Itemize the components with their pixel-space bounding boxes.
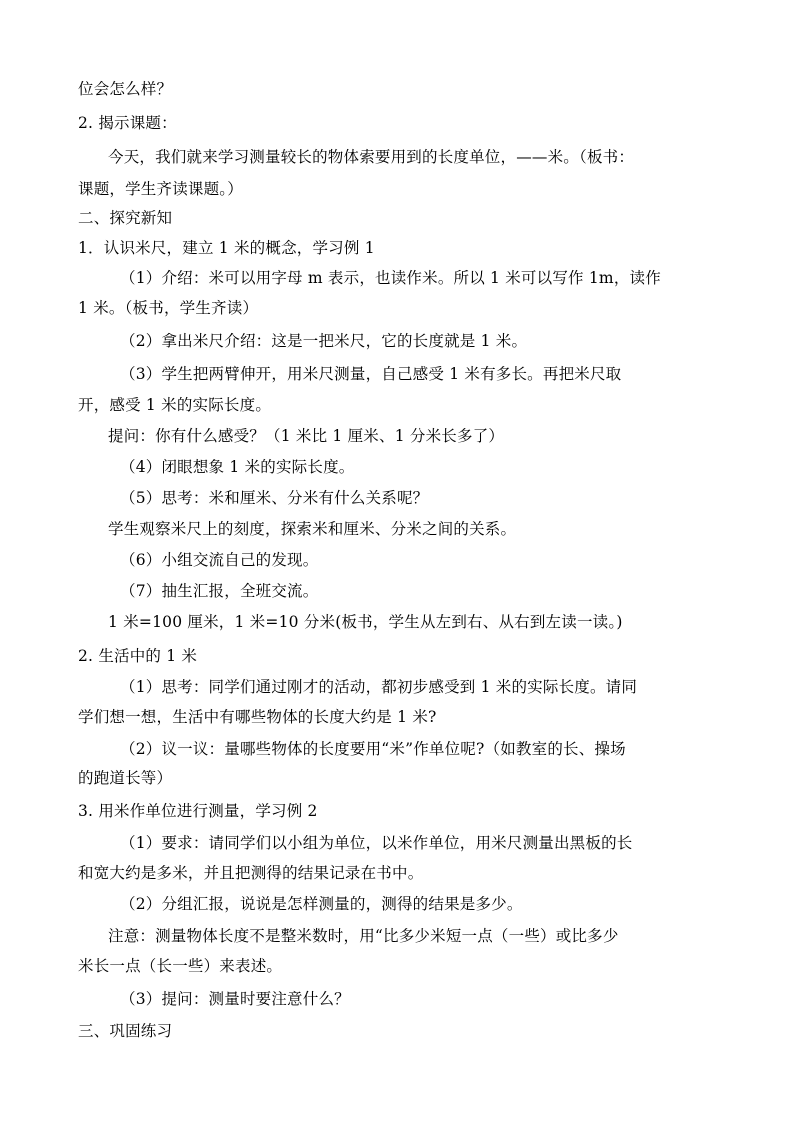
text-line: （1）介绍：米可以用字母 m 表示，也读作米。所以 1 米可以写作 1m，读作 <box>120 269 661 287</box>
text-line: （2）议一议：量哪些物体的长度要用“米”作单位呢?（如教室的长、操场 <box>120 740 626 758</box>
text-line: （5）思考：米和厘米、分米有什么关系呢？ <box>120 489 429 507</box>
text-line: （1）思考：同学们通过刚才的活动，都初步感受到 1 米的实际长度。请同 <box>120 678 638 696</box>
text-line: 1 米=100 厘米，1 米=10 分米(板书，学生从左到右、从右到左读一读。) <box>108 613 623 631</box>
text-line: 开，感受 1 米的实际长度。 <box>78 396 272 414</box>
section-heading: 三、巩固练习 <box>78 1022 173 1040</box>
text-line: 位会怎么样？ <box>78 80 173 98</box>
text-line: （2）拿出米尺介绍：这是一把米尺，它的长度就是 1 米。 <box>120 332 528 350</box>
text-line: 米长一点（长一些）来表述。 <box>78 957 283 975</box>
text-line: 1 米。（板书，学生齐读） <box>78 299 259 317</box>
text-line: （6）小组交流自己的发现。 <box>120 551 319 569</box>
text-line: 学们想一想，生活中有哪些物体的长度大约是 1 米? <box>78 708 437 726</box>
text-line: （7）抽生汇报，全班交流。 <box>120 582 319 600</box>
section-heading: 2. 生活中的 1 米 <box>78 647 198 665</box>
text-line: （2）分组汇报，说说是怎样测量的，测得的结果是多少。 <box>120 895 523 913</box>
text-line: 和宽大约是多米，并且把测得的结果记录在书中。 <box>78 864 424 882</box>
text-line: 的跑道长等） <box>78 769 173 787</box>
text-line: （4）闭眼想象 1 米的实际长度。 <box>120 458 355 476</box>
section-heading: 二、探究新知 <box>78 209 173 227</box>
text-line: 注意：测量物体长度不是整米数时，用“比多少米短一点（一些）或比多少 <box>108 927 619 945</box>
text-line: 学生观察米尺上的刻度，探索米和厘米、分米之间的关系。 <box>108 520 517 538</box>
text-line: 提问：你有什么感受？（1 米比 1 厘米、1 分米长多了） <box>108 427 505 445</box>
text-line: （1）要求：请同学们以小组为单位，以米作单位，用米尺测量出黑板的长 <box>120 834 633 852</box>
text-line: （3）提问：测量时要注意什么？ <box>120 990 350 1008</box>
section-heading: 2. 揭示课题： <box>78 114 177 132</box>
section-heading: 3. 用米作单位进行测量，学习例 2 <box>78 802 318 820</box>
text-line: 今天，我们就来学习测量较长的物体索要用到的长度单位，——米。（板书： <box>108 148 635 166</box>
section-heading: 1．认识米尺，建立 1 米的概念，学习例 1 <box>78 239 375 257</box>
text-line: （3）学生把两臂伸开，用米尺测量，自己感受 1 米有多长。再把米尺取 <box>120 365 622 383</box>
text-line: 课题，学生齐读课题。） <box>78 180 243 198</box>
